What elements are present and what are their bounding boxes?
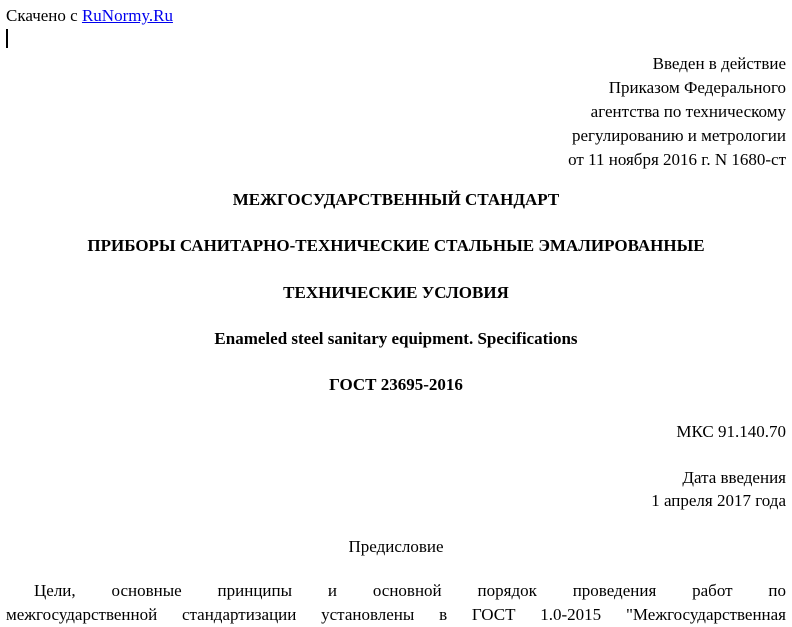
enactment-line: агентства по техническому [590, 102, 786, 121]
runormy-link[interactable]: RuNormy.Ru [81, 6, 173, 25]
preface-heading: Предисловие [348, 537, 444, 556]
mks-code: МКС 91.140.70 [676, 422, 786, 441]
standard-name-en: Enameled steel sanitary equipment. Specifications [214, 329, 578, 348]
standard-type-heading: МЕЖГОСУДАРСТВЕННЫЙ СТАНДАРТ [232, 190, 560, 209]
intro-date: 1 апреля 2017 года [651, 491, 786, 510]
downloaded-prefix: Скачено с [6, 6, 78, 25]
text-cursor [6, 29, 8, 48]
downloaded-from-line [6, 6, 173, 26]
standard-subtitle-ru: ТЕХНИЧЕСКИЕ УСЛОВИЯ [283, 283, 509, 302]
enactment-block [568, 52, 786, 172]
preface-line: межгосударственной стандартизации установлены в ГОСТ 1.0-2015 "Межгосударственная [6, 605, 786, 624]
standard-name-ru: ПРИБОРЫ САНИТАРНО-ТЕХНИЧЕСКИЕ СТАЛЬНЫЕ ЭМАЛИРОВАННЫЕ [87, 236, 705, 255]
enactment-line: от 11 ноября 2016 г. N 1680-ст [568, 150, 786, 169]
preface-line: Цели, основные принципы и основной порядок проведения работ по [34, 581, 786, 600]
preface-paragraph [6, 579, 786, 627]
intro-date-label: Дата введения [682, 468, 786, 487]
enactment-line: Приказом Федерального [608, 78, 786, 97]
standard-code: ГОСТ 23695-2016 [329, 375, 463, 394]
enactment-line: Введен в действие [652, 54, 786, 73]
enactment-line: регулированию и метрологии [571, 126, 786, 145]
